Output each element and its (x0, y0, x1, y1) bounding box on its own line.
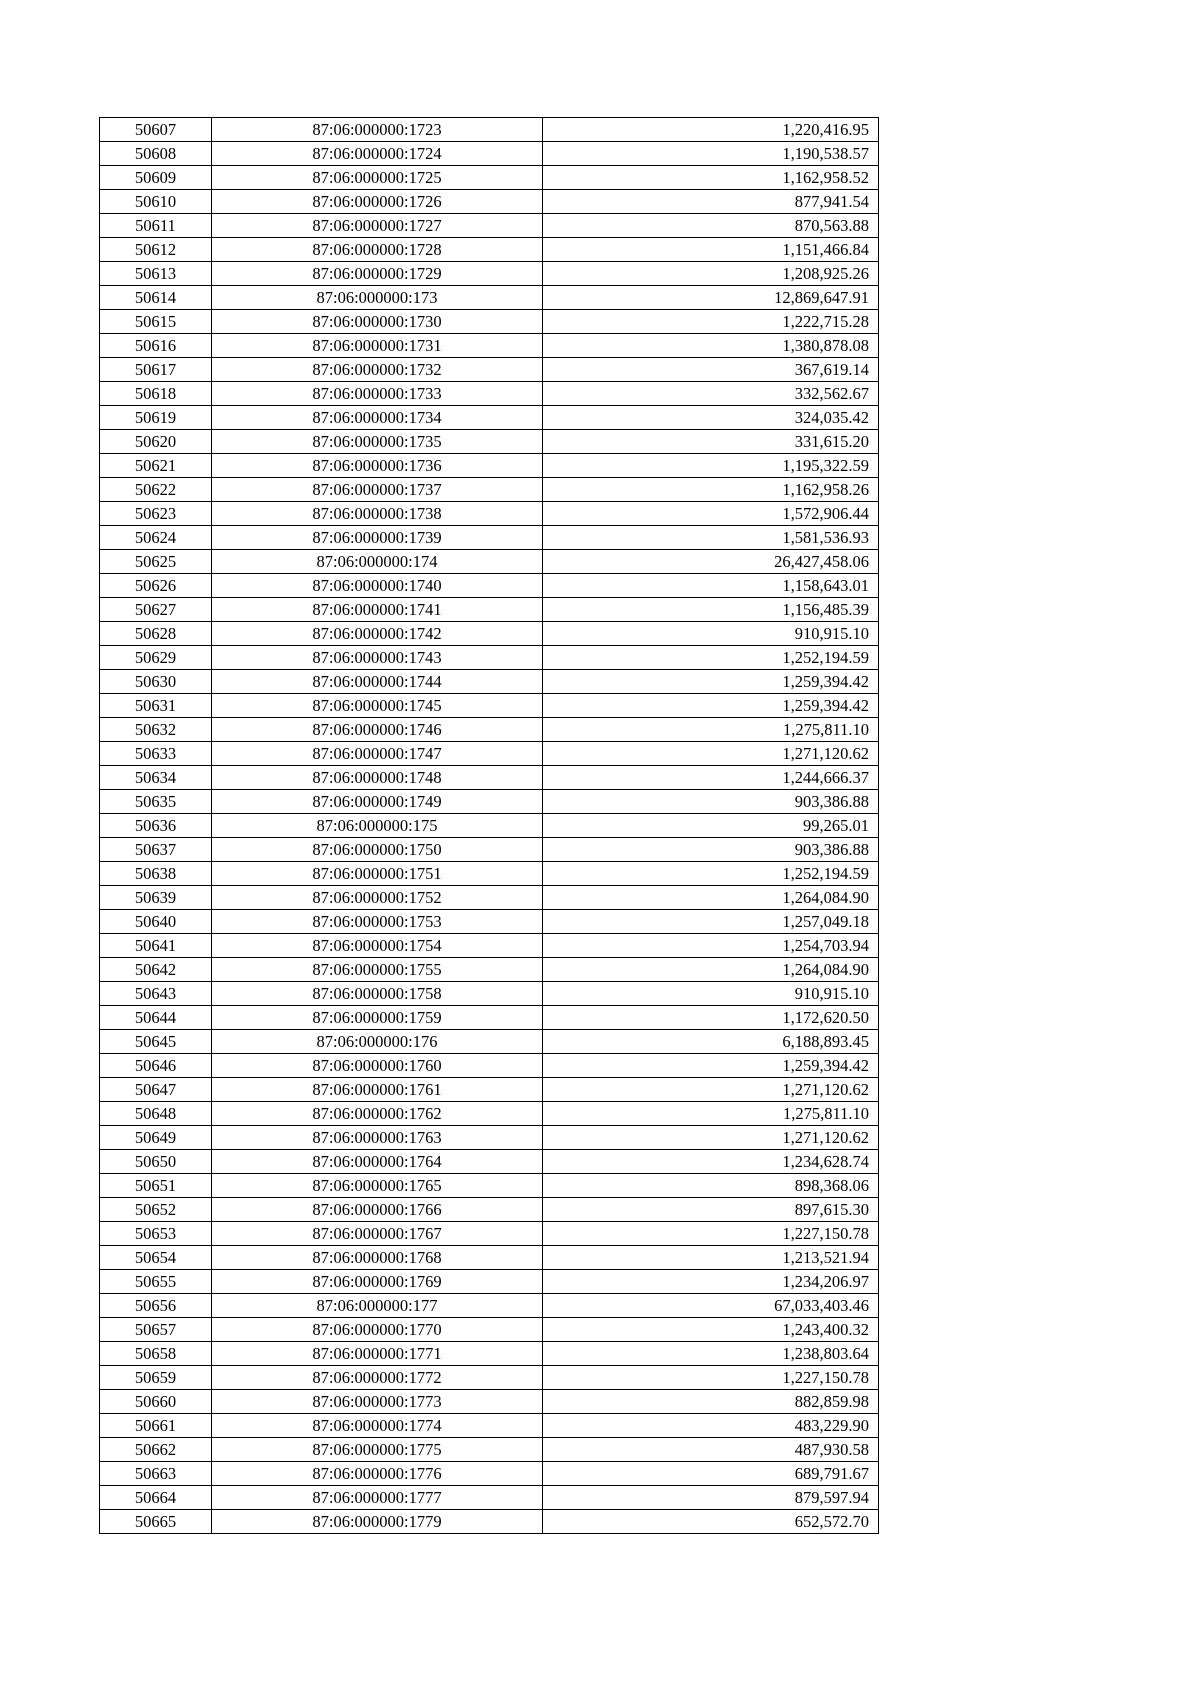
row-number-cell: 50656 (100, 1294, 212, 1318)
row-number-cell: 50645 (100, 1030, 212, 1054)
cadastral-number-cell: 87:06:000000:1743 (212, 646, 543, 670)
table-row (100, 454, 879, 478)
row-number-cell: 50619 (100, 406, 212, 430)
cadastral-number-cell: 87:06:000000:1777 (212, 1486, 543, 1510)
row-number-cell: 50613 (100, 262, 212, 286)
table-row (100, 502, 879, 526)
value-cell: 1,222,715.28 (543, 310, 879, 334)
value-cell: 1,264,084.90 (543, 958, 879, 982)
cadastral-number-cell: 87:06:000000:1726 (212, 190, 543, 214)
table-row (100, 1366, 879, 1390)
cadastral-number-cell: 87:06:000000:1769 (212, 1270, 543, 1294)
table-row (100, 598, 879, 622)
value-cell: 910,915.10 (543, 622, 879, 646)
cadastral-number-cell: 87:06:000000:1732 (212, 358, 543, 382)
row-number-cell: 50662 (100, 1438, 212, 1462)
table-row (100, 166, 879, 190)
value-cell: 1,271,120.62 (543, 1078, 879, 1102)
table-row (100, 406, 879, 430)
row-number-cell: 50635 (100, 790, 212, 814)
value-cell: 324,035.42 (543, 406, 879, 430)
row-number-cell: 50631 (100, 694, 212, 718)
row-number-cell: 50636 (100, 814, 212, 838)
value-cell: 1,227,150.78 (543, 1222, 879, 1246)
value-cell: 1,271,120.62 (543, 742, 879, 766)
row-number-cell: 50652 (100, 1198, 212, 1222)
row-number-cell: 50646 (100, 1054, 212, 1078)
table-row (100, 550, 879, 574)
cadastral-number-cell: 87:06:000000:1776 (212, 1462, 543, 1486)
cadastral-number-cell: 87:06:000000:177 (212, 1294, 543, 1318)
row-number-cell: 50638 (100, 862, 212, 886)
table-row (100, 526, 879, 550)
row-number-cell: 50618 (100, 382, 212, 406)
row-number-cell: 50624 (100, 526, 212, 550)
value-cell: 367,619.14 (543, 358, 879, 382)
row-number-cell: 50609 (100, 166, 212, 190)
row-number-cell: 50621 (100, 454, 212, 478)
cadastral-number-cell: 87:06:000000:1754 (212, 934, 543, 958)
row-number-cell: 50644 (100, 1006, 212, 1030)
row-number-cell: 50653 (100, 1222, 212, 1246)
cadastral-number-cell: 87:06:000000:1736 (212, 454, 543, 478)
cadastral-number-cell: 87:06:000000:1753 (212, 910, 543, 934)
cadastral-number-cell: 87:06:000000:1772 (212, 1366, 543, 1390)
value-cell: 26,427,458.06 (543, 550, 879, 574)
table-row (100, 1342, 879, 1366)
cadastral-number-cell: 87:06:000000:1767 (212, 1222, 543, 1246)
value-cell: 870,563.88 (543, 214, 879, 238)
table-row (100, 934, 879, 958)
row-number-cell: 50641 (100, 934, 212, 958)
table-row (100, 1030, 879, 1054)
value-cell: 898,368.06 (543, 1174, 879, 1198)
row-number-cell: 50627 (100, 598, 212, 622)
row-number-cell: 50626 (100, 574, 212, 598)
row-number-cell: 50632 (100, 718, 212, 742)
row-number-cell: 50639 (100, 886, 212, 910)
table-row (100, 262, 879, 286)
table-row (100, 742, 879, 766)
cadastral-number-cell: 87:06:000000:1734 (212, 406, 543, 430)
value-cell: 1,220,416.95 (543, 118, 879, 142)
value-cell: 1,227,150.78 (543, 1366, 879, 1390)
row-number-cell: 50665 (100, 1510, 212, 1534)
row-number-cell: 50657 (100, 1318, 212, 1342)
row-number-cell: 50643 (100, 982, 212, 1006)
value-cell: 1,172,620.50 (543, 1006, 879, 1030)
table-row (100, 478, 879, 502)
row-number-cell: 50611 (100, 214, 212, 238)
value-cell: 903,386.88 (543, 790, 879, 814)
cadastral-number-cell: 87:06:000000:1729 (212, 262, 543, 286)
data-table (99, 117, 879, 1534)
cadastral-number-cell: 87:06:000000:1733 (212, 382, 543, 406)
cadastral-number-cell: 87:06:000000:1724 (212, 142, 543, 166)
cadastral-number-cell: 87:06:000000:1775 (212, 1438, 543, 1462)
row-number-cell: 50612 (100, 238, 212, 262)
value-cell: 903,386.88 (543, 838, 879, 862)
value-cell: 877,941.54 (543, 190, 879, 214)
table-row (100, 1222, 879, 1246)
cadastral-number-cell: 87:06:000000:1773 (212, 1390, 543, 1414)
value-cell: 1,271,120.62 (543, 1126, 879, 1150)
value-cell: 12,869,647.91 (543, 286, 879, 310)
row-number-cell: 50663 (100, 1462, 212, 1486)
table-row (100, 1438, 879, 1462)
row-number-cell: 50610 (100, 190, 212, 214)
value-cell: 1,158,643.01 (543, 574, 879, 598)
table-row (100, 1486, 879, 1510)
row-number-cell: 50615 (100, 310, 212, 334)
row-number-cell: 50607 (100, 118, 212, 142)
row-number-cell: 50633 (100, 742, 212, 766)
value-cell: 1,275,811.10 (543, 718, 879, 742)
cadastral-number-cell: 87:06:000000:1762 (212, 1102, 543, 1126)
table-body (100, 118, 879, 1534)
value-cell: 1,238,803.64 (543, 1342, 879, 1366)
cadastral-number-cell: 87:06:000000:1750 (212, 838, 543, 862)
cadastral-number-cell: 87:06:000000:1725 (212, 166, 543, 190)
row-number-cell: 50616 (100, 334, 212, 358)
cadastral-number-cell: 87:06:000000:1741 (212, 598, 543, 622)
table-row (100, 1150, 879, 1174)
row-number-cell: 50640 (100, 910, 212, 934)
row-number-cell: 50622 (100, 478, 212, 502)
table-row (100, 1390, 879, 1414)
row-number-cell: 50655 (100, 1270, 212, 1294)
cadastral-number-cell: 87:06:000000:1765 (212, 1174, 543, 1198)
table-row (100, 358, 879, 382)
table-row (100, 190, 879, 214)
value-cell: 487,930.58 (543, 1438, 879, 1462)
table-row (100, 1006, 879, 1030)
row-number-cell: 50623 (100, 502, 212, 526)
cadastral-number-cell: 87:06:000000:174 (212, 550, 543, 574)
value-cell: 331,615.20 (543, 430, 879, 454)
row-number-cell: 50637 (100, 838, 212, 862)
cadastral-number-cell: 87:06:000000:1728 (212, 238, 543, 262)
row-number-cell: 50658 (100, 1342, 212, 1366)
table-row (100, 1078, 879, 1102)
cadastral-number-cell: 87:06:000000:1770 (212, 1318, 543, 1342)
value-cell: 1,234,206.97 (543, 1270, 879, 1294)
cadastral-number-cell: 87:06:000000:1730 (212, 310, 543, 334)
table-row (100, 886, 879, 910)
value-cell: 99,265.01 (543, 814, 879, 838)
cadastral-number-cell: 87:06:000000:1764 (212, 1150, 543, 1174)
table-row (100, 910, 879, 934)
row-number-cell: 50651 (100, 1174, 212, 1198)
cadastral-number-cell: 87:06:000000:1746 (212, 718, 543, 742)
table-row (100, 694, 879, 718)
cadastral-number-cell: 87:06:000000:1761 (212, 1078, 543, 1102)
row-number-cell: 50634 (100, 766, 212, 790)
value-cell: 1,195,322.59 (543, 454, 879, 478)
table-row (100, 862, 879, 886)
table-row (100, 670, 879, 694)
row-number-cell: 50654 (100, 1246, 212, 1270)
value-cell: 652,572.70 (543, 1510, 879, 1534)
table-row (100, 238, 879, 262)
value-cell: 1,275,811.10 (543, 1102, 879, 1126)
table-row (100, 286, 879, 310)
value-cell: 1,572,906.44 (543, 502, 879, 526)
table-row (100, 766, 879, 790)
value-cell: 6,188,893.45 (543, 1030, 879, 1054)
cadastral-number-cell: 87:06:000000:1749 (212, 790, 543, 814)
value-cell: 1,252,194.59 (543, 862, 879, 886)
table-row (100, 1270, 879, 1294)
table-row (100, 1510, 879, 1534)
table-row (100, 982, 879, 1006)
value-cell: 1,264,084.90 (543, 886, 879, 910)
cadastral-number-cell: 87:06:000000:1742 (212, 622, 543, 646)
row-number-cell: 50647 (100, 1078, 212, 1102)
cadastral-number-cell: 87:06:000000:1727 (212, 214, 543, 238)
table-row (100, 118, 879, 142)
table-row (100, 814, 879, 838)
value-cell: 67,033,403.46 (543, 1294, 879, 1318)
value-cell: 1,156,485.39 (543, 598, 879, 622)
value-cell: 1,162,958.52 (543, 166, 879, 190)
table-row (100, 574, 879, 598)
value-cell: 1,257,049.18 (543, 910, 879, 934)
row-number-cell: 50625 (100, 550, 212, 574)
value-cell: 1,234,628.74 (543, 1150, 879, 1174)
table-row (100, 1246, 879, 1270)
cadastral-number-cell: 87:06:000000:1745 (212, 694, 543, 718)
cadastral-number-cell: 87:06:000000:1748 (212, 766, 543, 790)
value-cell: 689,791.67 (543, 1462, 879, 1486)
cadastral-number-cell: 87:06:000000:175 (212, 814, 543, 838)
value-cell: 1,252,194.59 (543, 646, 879, 670)
cadastral-number-cell: 87:06:000000:1731 (212, 334, 543, 358)
table-row (100, 958, 879, 982)
table-row (100, 1318, 879, 1342)
cadastral-number-cell: 87:06:000000:1735 (212, 430, 543, 454)
value-cell: 1,581,536.93 (543, 526, 879, 550)
cadastral-number-cell: 87:06:000000:1758 (212, 982, 543, 1006)
value-cell: 1,151,466.84 (543, 238, 879, 262)
row-number-cell: 50661 (100, 1414, 212, 1438)
table-row (100, 430, 879, 454)
row-number-cell: 50608 (100, 142, 212, 166)
cadastral-number-cell: 87:06:000000:1752 (212, 886, 543, 910)
row-number-cell: 50659 (100, 1366, 212, 1390)
cadastral-number-cell: 87:06:000000:173 (212, 286, 543, 310)
table-row (100, 646, 879, 670)
value-cell: 1,259,394.42 (543, 1054, 879, 1078)
cadastral-number-cell: 87:06:000000:1738 (212, 502, 543, 526)
cadastral-number-cell: 87:06:000000:176 (212, 1030, 543, 1054)
table-row (100, 1462, 879, 1486)
row-number-cell: 50649 (100, 1126, 212, 1150)
table-row (100, 622, 879, 646)
row-number-cell: 50628 (100, 622, 212, 646)
table-row (100, 1054, 879, 1078)
value-cell: 483,229.90 (543, 1414, 879, 1438)
cadastral-number-cell: 87:06:000000:1740 (212, 574, 543, 598)
value-cell: 1,259,394.42 (543, 670, 879, 694)
cadastral-number-cell: 87:06:000000:1755 (212, 958, 543, 982)
cadastral-number-cell: 87:06:000000:1737 (212, 478, 543, 502)
table-row (100, 1126, 879, 1150)
cadastral-number-cell: 87:06:000000:1739 (212, 526, 543, 550)
table-row (100, 718, 879, 742)
row-number-cell: 50630 (100, 670, 212, 694)
table-row (100, 838, 879, 862)
row-number-cell: 50642 (100, 958, 212, 982)
cadastral-number-cell: 87:06:000000:1766 (212, 1198, 543, 1222)
value-cell: 1,259,394.42 (543, 694, 879, 718)
table-row (100, 1102, 879, 1126)
table-row (100, 790, 879, 814)
row-number-cell: 50650 (100, 1150, 212, 1174)
table-row (100, 310, 879, 334)
value-cell: 1,208,925.26 (543, 262, 879, 286)
value-cell: 1,213,521.94 (543, 1246, 879, 1270)
row-number-cell: 50620 (100, 430, 212, 454)
cadastral-number-cell: 87:06:000000:1779 (212, 1510, 543, 1534)
value-cell: 1,254,703.94 (543, 934, 879, 958)
table-row (100, 334, 879, 358)
cadastral-number-cell: 87:06:000000:1744 (212, 670, 543, 694)
cadastral-number-cell: 87:06:000000:1759 (212, 1006, 543, 1030)
row-number-cell: 50648 (100, 1102, 212, 1126)
value-cell: 879,597.94 (543, 1486, 879, 1510)
value-cell: 1,190,538.57 (543, 142, 879, 166)
row-number-cell: 50629 (100, 646, 212, 670)
value-cell: 882,859.98 (543, 1390, 879, 1414)
table-row (100, 214, 879, 238)
value-cell: 1,162,958.26 (543, 478, 879, 502)
value-cell: 897,615.30 (543, 1198, 879, 1222)
value-cell: 1,244,666.37 (543, 766, 879, 790)
table-row (100, 1174, 879, 1198)
value-cell: 1,243,400.32 (543, 1318, 879, 1342)
cadastral-number-cell: 87:06:000000:1763 (212, 1126, 543, 1150)
cadastral-number-cell: 87:06:000000:1771 (212, 1342, 543, 1366)
table-row (100, 1198, 879, 1222)
cadastral-number-cell: 87:06:000000:1768 (212, 1246, 543, 1270)
value-cell: 910,915.10 (543, 982, 879, 1006)
row-number-cell: 50617 (100, 358, 212, 382)
row-number-cell: 50660 (100, 1390, 212, 1414)
cadastral-number-cell: 87:06:000000:1774 (212, 1414, 543, 1438)
cadastral-number-cell: 87:06:000000:1723 (212, 118, 543, 142)
cadastral-number-cell: 87:06:000000:1751 (212, 862, 543, 886)
value-cell: 1,380,878.08 (543, 334, 879, 358)
cadastral-number-cell: 87:06:000000:1747 (212, 742, 543, 766)
row-number-cell: 50664 (100, 1486, 212, 1510)
table-row (100, 1294, 879, 1318)
table-row (100, 1414, 879, 1438)
row-number-cell: 50614 (100, 286, 212, 310)
cadastral-number-cell: 87:06:000000:1760 (212, 1054, 543, 1078)
value-cell: 332,562.67 (543, 382, 879, 406)
table-row (100, 142, 879, 166)
table-row (100, 382, 879, 406)
